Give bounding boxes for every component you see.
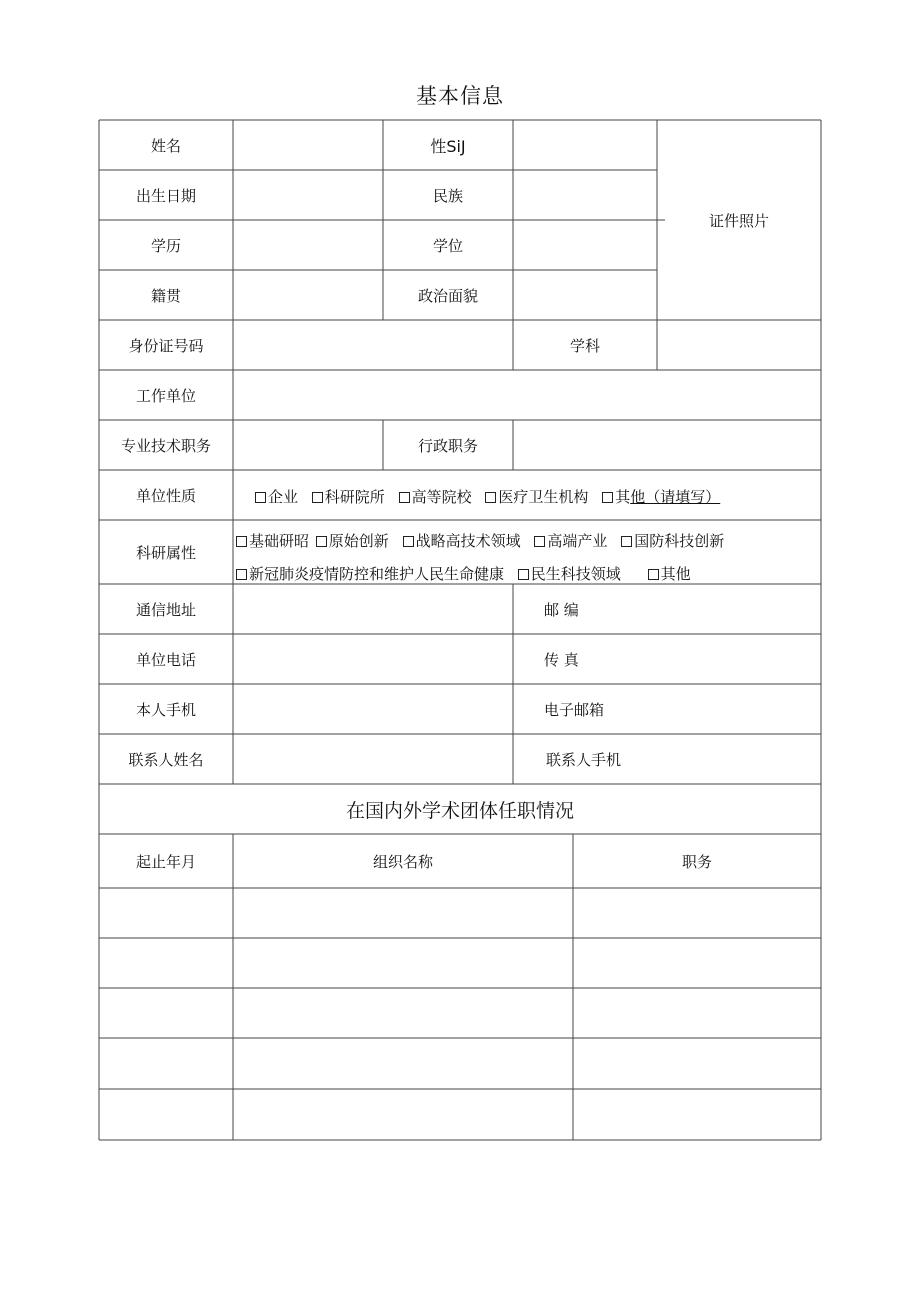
education-field[interactable]	[233, 220, 383, 270]
checkbox-icon[interactable]	[316, 536, 327, 547]
label-address: 通信地址	[135, 600, 196, 619]
table-cell[interactable]	[99, 938, 233, 988]
label-photo: 证件照片	[708, 211, 769, 230]
table-cell[interactable]	[573, 938, 821, 988]
label-contact-name: 联系人姓名	[128, 750, 204, 769]
political-status-field[interactable]	[513, 270, 657, 320]
table-cell[interactable]	[99, 1089, 233, 1140]
label-mobile: 本人手机	[135, 700, 196, 719]
label-professional-title: 专业技术职务	[120, 436, 211, 455]
id-number-field[interactable]	[233, 320, 513, 370]
checkbox-icon[interactable]	[403, 536, 414, 547]
label-unit-nature: 单位性质	[135, 486, 196, 505]
table-cell[interactable]	[573, 988, 821, 1038]
label-education: 学历	[150, 236, 181, 255]
table-cell[interactable]	[233, 988, 573, 1038]
administrative-post-field[interactable]	[513, 420, 821, 470]
birth-date-field[interactable]	[233, 170, 383, 220]
checkbox-icon[interactable]	[399, 492, 410, 503]
native-place-field[interactable]	[233, 270, 383, 320]
header-org-name: 组织名称	[372, 852, 433, 871]
label-research-attr: 科研属性	[135, 543, 196, 562]
research-attr-option[interactable]: 战略高技术领域	[403, 532, 521, 550]
table-cell[interactable]	[233, 888, 573, 938]
checkbox-icon[interactable]	[312, 492, 323, 503]
research-attr-option[interactable]: 民生科技领域	[518, 565, 621, 583]
table-cell[interactable]	[573, 1038, 821, 1089]
gender-field[interactable]	[513, 120, 657, 170]
research-attr-options-line2	[236, 563, 691, 584]
label-discipline: 学科	[569, 336, 600, 355]
header-position: 职务	[681, 852, 712, 871]
contact-name-field[interactable]	[233, 734, 513, 784]
table-cell[interactable]	[99, 1038, 233, 1089]
degree-field[interactable]	[513, 220, 657, 270]
unit-phone-field[interactable]	[233, 634, 513, 684]
research-attr-option[interactable]: 国防科技创新	[621, 532, 724, 550]
id-photo-box[interactable]	[657, 120, 821, 320]
mobile-field[interactable]	[233, 684, 513, 734]
label-ethnicity: 民族	[432, 186, 463, 205]
discipline-field[interactable]	[657, 320, 821, 370]
unit-nature-options	[255, 486, 720, 507]
label-id-number: 身份证号码	[128, 336, 204, 355]
label-administrative-post: 行政职务	[417, 436, 478, 455]
checkbox-icon[interactable]	[518, 569, 529, 580]
checkbox-icon[interactable]	[255, 492, 266, 503]
checkbox-icon[interactable]	[534, 536, 545, 547]
label-political-status: 政治面貌	[417, 286, 478, 305]
checkbox-icon[interactable]	[648, 569, 659, 580]
header-period: 起止年月	[135, 852, 196, 871]
checkbox-icon[interactable]	[236, 536, 247, 547]
unit-nature-option[interactable]: 企业	[255, 488, 298, 506]
checkbox-icon[interactable]	[621, 536, 632, 547]
label-degree: 学位	[432, 236, 463, 255]
table-cell[interactable]	[233, 1038, 573, 1089]
research-attr-option[interactable]: 高端产业	[534, 532, 607, 550]
table-cell[interactable]	[573, 1089, 821, 1140]
label-fax: 传 真	[544, 650, 579, 669]
professional-title-field[interactable]	[233, 420, 383, 470]
form-title: 基本信息	[416, 84, 504, 108]
checkbox-icon[interactable]	[485, 492, 496, 503]
label-name: 姓名	[150, 136, 181, 155]
table-cell[interactable]	[573, 888, 821, 938]
label-postcode: 邮 编	[544, 600, 579, 619]
checkbox-icon[interactable]	[236, 569, 247, 580]
label-birth-date: 出生日期	[135, 186, 196, 205]
label-unit-phone: 单位电话	[135, 650, 196, 669]
label-contact-mobile: 联系人手机	[546, 750, 622, 769]
work-unit-field[interactable]	[233, 370, 821, 420]
unit-nature-option-other[interactable]: 其他（请填写）	[602, 488, 720, 506]
name-field[interactable]	[233, 120, 383, 170]
research-attr-option[interactable]: 其他	[648, 565, 691, 583]
address-field[interactable]	[233, 584, 513, 634]
research-attr-options-line1	[236, 530, 724, 551]
research-attr-option[interactable]: 新冠肺炎疫情防控和维护人民生命健康	[236, 565, 504, 583]
table-cell[interactable]	[99, 988, 233, 1038]
ethnicity-field[interactable]	[513, 170, 657, 220]
table-cell[interactable]	[233, 1089, 573, 1140]
table-cell[interactable]	[99, 888, 233, 938]
unit-nature-option[interactable]: 医疗卫生机构	[485, 488, 588, 506]
label-work-unit: 工作单位	[135, 386, 196, 405]
label-email: 电子邮箱	[544, 700, 605, 719]
research-attr-option[interactable]: 基础研昭	[236, 532, 309, 550]
academic-section-title: 在国内外学术团体任职情况	[345, 799, 574, 822]
unit-nature-option[interactable]: 高等院校	[399, 488, 472, 506]
research-attr-option[interactable]: 原始创新	[316, 532, 389, 550]
unit-nature-option[interactable]: 科研院所	[312, 488, 385, 506]
label-gender: 性SiJ	[430, 136, 466, 156]
label-native-place: 籍贯	[150, 286, 181, 305]
checkbox-icon[interactable]	[602, 492, 613, 503]
table-cell[interactable]	[233, 938, 573, 988]
